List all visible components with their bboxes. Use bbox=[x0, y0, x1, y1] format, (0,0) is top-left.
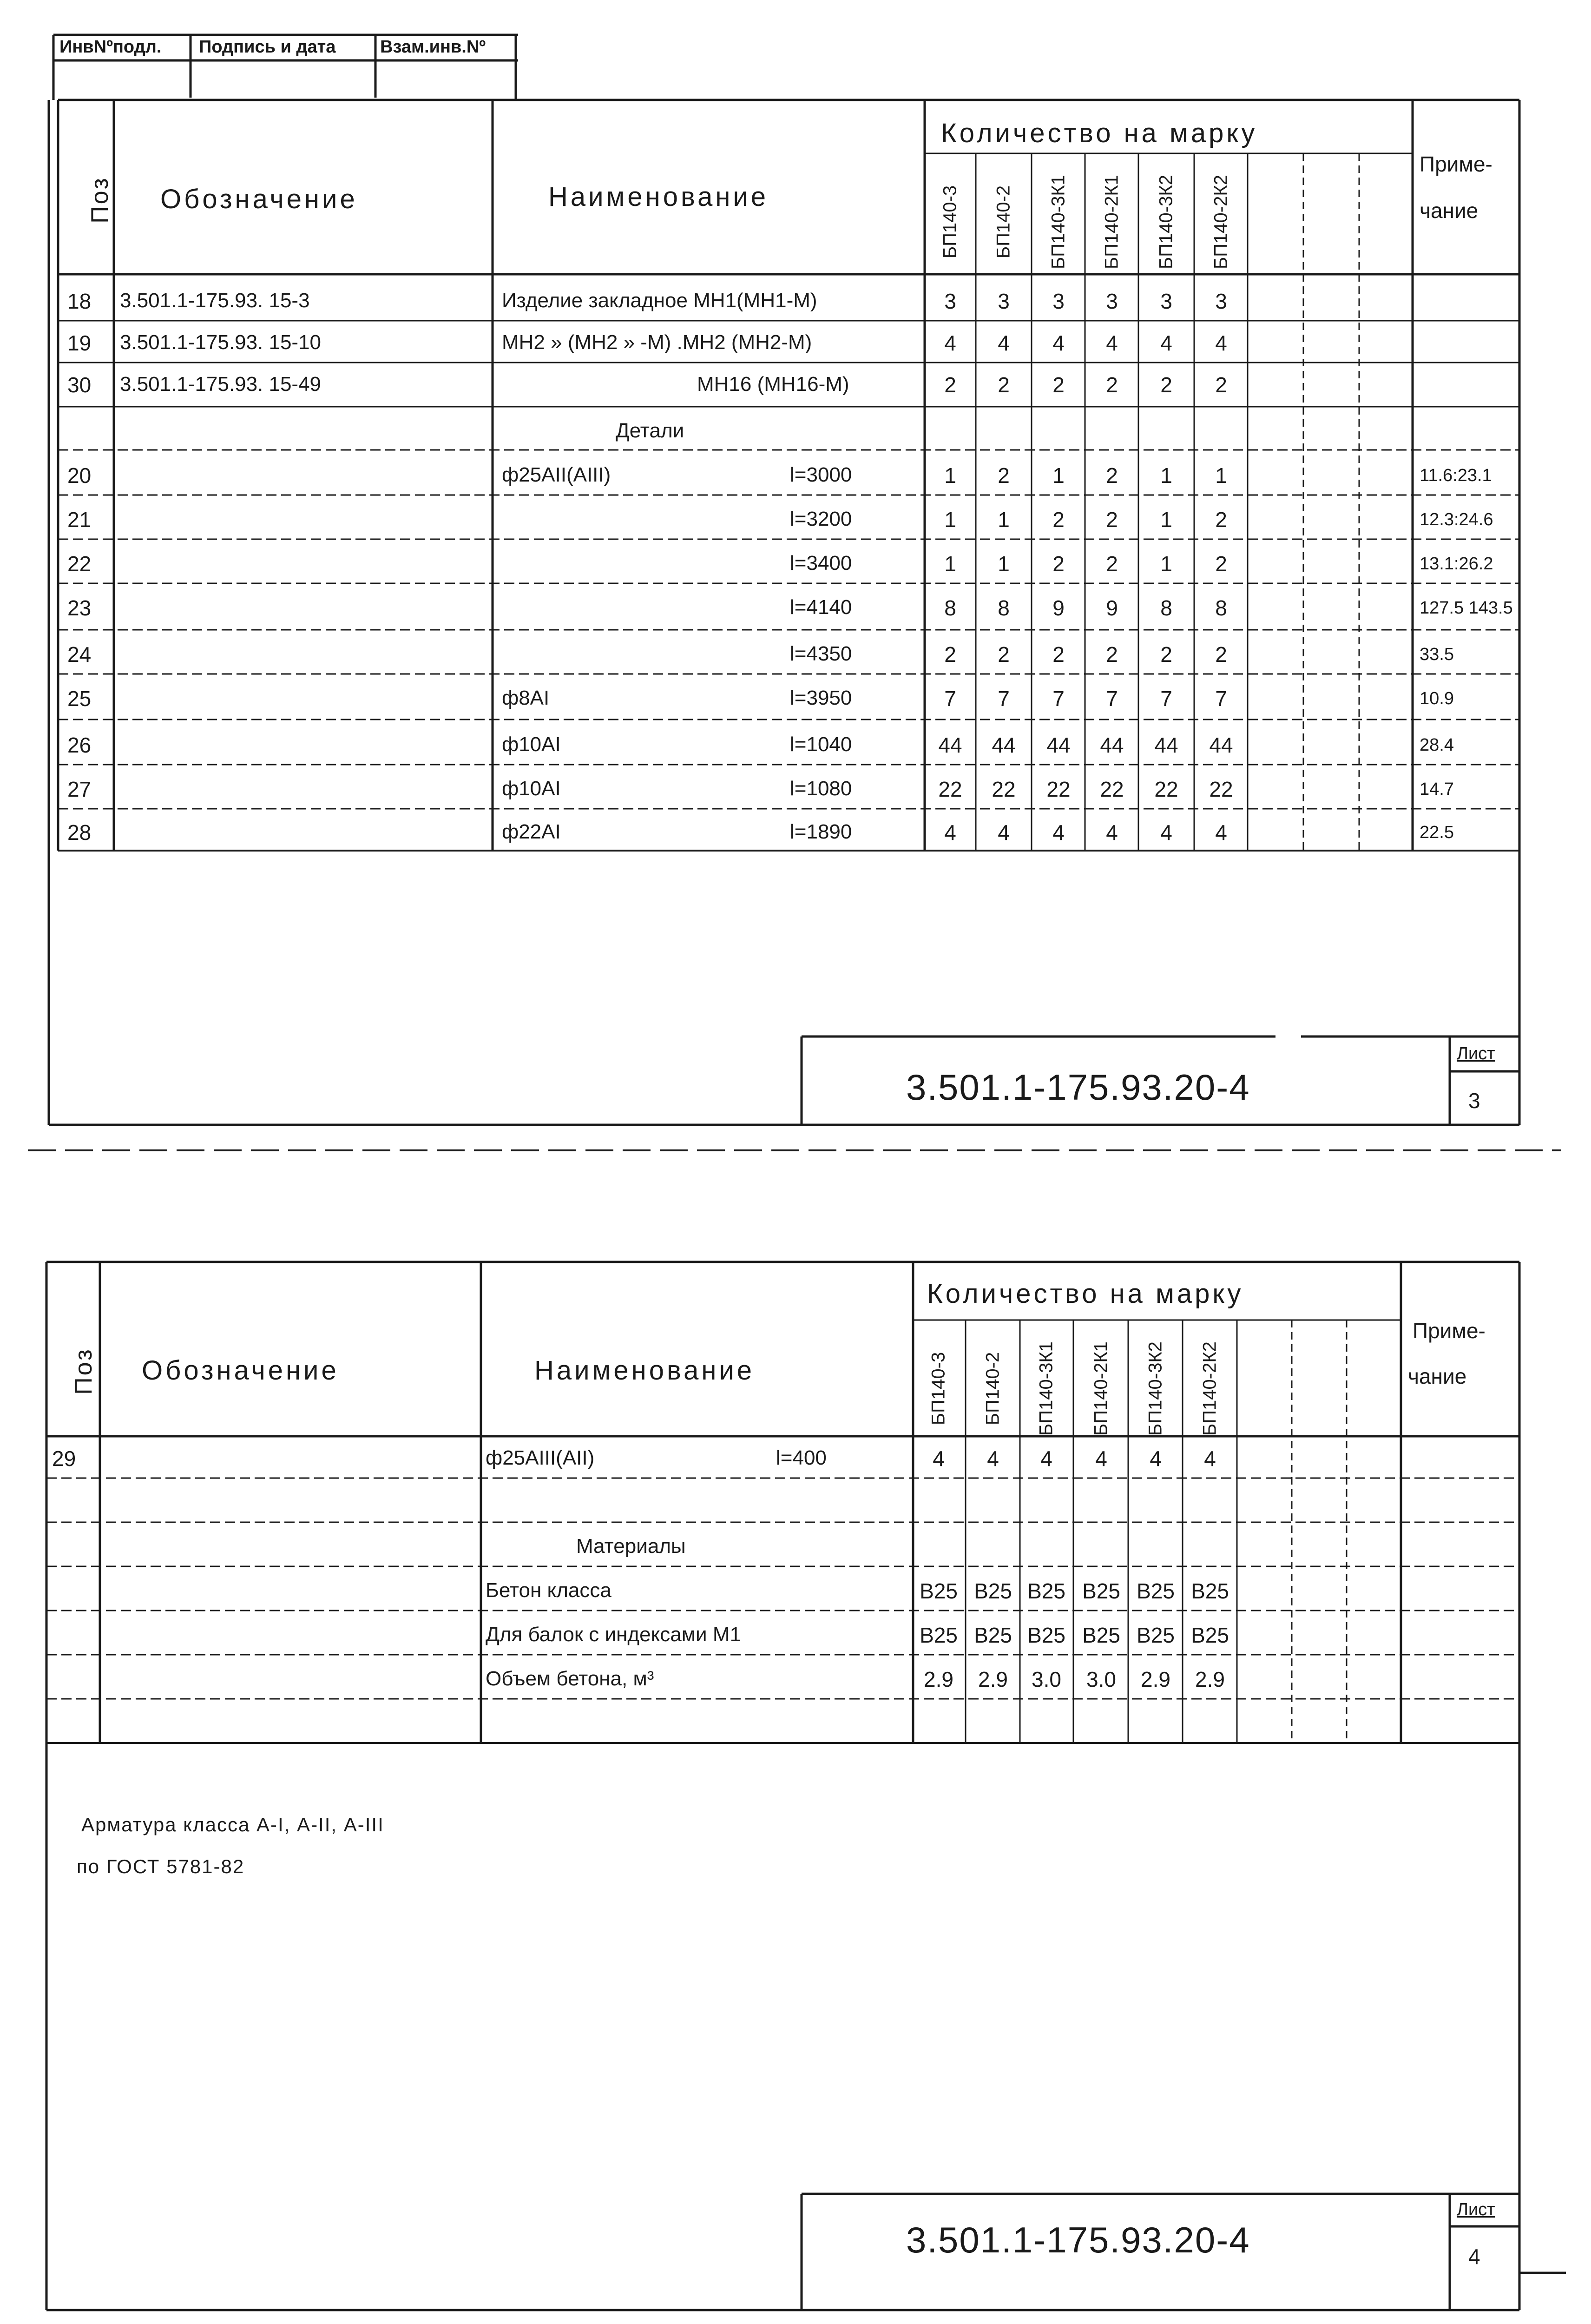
row-quantity: В25 bbox=[920, 1623, 958, 1647]
stamp-replaced-inv-no: Взам.инв.Nº bbox=[380, 37, 486, 57]
row-quantity: 8 bbox=[998, 596, 1010, 620]
row-quantity: 1 bbox=[944, 508, 956, 532]
header-note-line1: Приме- bbox=[1413, 1319, 1486, 1343]
row-quantity: 2.9 bbox=[1141, 1667, 1170, 1691]
footnote-line2: по ГОСТ 5781-82 bbox=[77, 1855, 245, 1877]
row-length: l=1040 bbox=[790, 733, 852, 756]
row-quantity: 2.9 bbox=[978, 1667, 1008, 1691]
row-designation: 3.501.1-175.93. 15-10 bbox=[120, 331, 322, 354]
row-quantity: 44 bbox=[1209, 733, 1233, 757]
header-quantity: Количество на марку bbox=[927, 1279, 1244, 1309]
row-quantity: 1 bbox=[944, 463, 956, 488]
row-quantity: 22 bbox=[938, 777, 962, 801]
row-quantity: 22 bbox=[1154, 777, 1178, 801]
row-length: l=3400 bbox=[790, 552, 852, 574]
row-quantity: 2 bbox=[1052, 508, 1065, 532]
mark-header: БП140-3 bbox=[940, 185, 960, 259]
mark-header: БП140-2К1 bbox=[1101, 175, 1122, 269]
mark-header: БП140-2 bbox=[993, 185, 1014, 259]
row-quantity: 7 bbox=[1215, 687, 1227, 711]
row-name: ф25АIII(АII) bbox=[486, 1446, 595, 1469]
row-quantity: В25 bbox=[974, 1623, 1012, 1647]
row-quantity: 2.9 bbox=[1195, 1667, 1225, 1691]
footnote-line1: Арматура класса А-I, А-II, А-III bbox=[81, 1814, 384, 1835]
mark-header: БП140-3К1 bbox=[1048, 175, 1069, 269]
mark-header: БП140-2К2 bbox=[1199, 1341, 1220, 1436]
row-quantity: 2 bbox=[1052, 642, 1065, 667]
row-quantity: 7 bbox=[1106, 687, 1118, 711]
row-name: ф25АII(АIII) bbox=[502, 463, 611, 486]
row-length: l=400 bbox=[776, 1446, 827, 1469]
row-quantity: 4 bbox=[1150, 1446, 1162, 1471]
row-quantity: 3.0 bbox=[1032, 1667, 1061, 1691]
row-quantity: В25 bbox=[1027, 1623, 1065, 1647]
row-quantity: 3.0 bbox=[1086, 1667, 1116, 1691]
row-note: 22.5 bbox=[1420, 823, 1454, 842]
row-quantity: 1 bbox=[1160, 508, 1172, 532]
row-quantity: 2 bbox=[1160, 373, 1172, 397]
row-quantity: 1 bbox=[944, 552, 956, 576]
row-name: Объем бетона, м³ bbox=[486, 1667, 654, 1690]
row-quantity: В25 bbox=[920, 1579, 958, 1603]
row-name: ф10АI bbox=[502, 777, 561, 800]
row-length: l=1890 bbox=[790, 820, 852, 843]
row-quantity: 7 bbox=[944, 687, 956, 711]
row-quantity: В25 bbox=[1027, 1579, 1065, 1603]
row-quantity: 7 bbox=[1052, 687, 1065, 711]
row-quantity: 3 bbox=[1215, 289, 1227, 313]
row-note: 11.6:23.1 bbox=[1420, 466, 1492, 485]
row-quantity: 22 bbox=[992, 777, 1016, 801]
row-length: l=3950 bbox=[790, 687, 852, 709]
row-length: l=4140 bbox=[790, 596, 852, 619]
row-quantity: 2 bbox=[998, 642, 1010, 667]
row-note: 127.5 143.5 bbox=[1420, 598, 1513, 618]
row-quantity: 4 bbox=[944, 820, 956, 845]
row-note: 12.3:24.6 bbox=[1420, 510, 1493, 529]
row-pos: 27 bbox=[67, 777, 92, 801]
row-name: ф8АI bbox=[502, 687, 550, 709]
row-quantity: 3 bbox=[944, 289, 956, 313]
row-quantity: 2 bbox=[1215, 373, 1227, 397]
sheet-number: 3 bbox=[1468, 1089, 1480, 1113]
header-note-line2: чание bbox=[1420, 198, 1479, 223]
row-length: l=3000 bbox=[790, 463, 852, 486]
row-quantity: 9 bbox=[1052, 596, 1065, 620]
row-quantity: В25 bbox=[1137, 1623, 1175, 1647]
row-length: l=3200 bbox=[790, 508, 852, 530]
row-pos: 20 bbox=[67, 463, 92, 488]
row-quantity: 44 bbox=[938, 733, 962, 757]
row-quantity: В25 bbox=[974, 1579, 1012, 1603]
row-quantity: 8 bbox=[1215, 596, 1227, 620]
mark-header: БП140-2 bbox=[982, 1352, 1003, 1426]
row-name: ф10АI bbox=[502, 733, 561, 756]
row-quantity: 2 bbox=[998, 463, 1010, 488]
row-pos: 25 bbox=[67, 687, 92, 711]
header-quantity: Количество на марку bbox=[941, 118, 1258, 148]
row-quantity: 8 bbox=[1160, 596, 1172, 620]
document-code: 3.501.1-175.93.20-4 bbox=[906, 2219, 1250, 2260]
stamp-signature-date: Подпись и дата bbox=[199, 37, 336, 57]
row-quantity: В25 bbox=[1082, 1579, 1120, 1603]
row-quantity: 4 bbox=[933, 1446, 945, 1471]
row-length: l=1080 bbox=[790, 777, 852, 800]
row-name: МН16 (МН16-М) bbox=[697, 373, 849, 396]
row-quantity: 2 bbox=[1106, 552, 1118, 576]
sheet-number: 4 bbox=[1468, 2245, 1480, 2269]
row-quantity: 44 bbox=[1100, 733, 1124, 757]
row-quantity: 3 bbox=[1052, 289, 1065, 313]
row-pos: 18 bbox=[67, 289, 92, 313]
mark-header: БП140-3К2 bbox=[1145, 1341, 1166, 1436]
sheet-4-grid bbox=[0, 1208, 1591, 2324]
mark-header: БП140-3 bbox=[928, 1352, 949, 1426]
row-quantity: 4 bbox=[1215, 331, 1227, 355]
row-quantity: 3 bbox=[1106, 289, 1118, 313]
row-quantity: 22 bbox=[1046, 777, 1071, 801]
row-pos: 28 bbox=[67, 820, 92, 845]
row-quantity: 2.9 bbox=[924, 1667, 953, 1691]
row-name: Материалы bbox=[576, 1535, 686, 1558]
row-quantity: В25 bbox=[1191, 1623, 1229, 1647]
row-quantity: 4 bbox=[1215, 820, 1227, 845]
row-pos: 21 bbox=[67, 508, 92, 532]
row-quantity: 1 bbox=[1052, 463, 1065, 488]
header-designation: Обозначение bbox=[160, 184, 358, 214]
mark-header: БП140-3К1 bbox=[1036, 1341, 1057, 1436]
row-quantity: 4 bbox=[1106, 820, 1118, 845]
row-name: Для балок с индексами М1 bbox=[486, 1623, 741, 1646]
row-quantity: 2 bbox=[1215, 642, 1227, 667]
row-note: 10.9 bbox=[1420, 689, 1454, 708]
row-designation: 3.501.1-175.93. 15-49 bbox=[120, 373, 322, 396]
row-quantity: 4 bbox=[944, 331, 956, 355]
row-quantity: В25 bbox=[1082, 1623, 1120, 1647]
row-note: 28.4 bbox=[1420, 735, 1454, 755]
document-code: 3.501.1-175.93.20-4 bbox=[906, 1067, 1250, 1108]
row-pos: 19 bbox=[67, 331, 92, 355]
row-quantity: 4 bbox=[1040, 1446, 1052, 1471]
row-quantity: 4 bbox=[1160, 820, 1172, 845]
row-quantity: 22 bbox=[1100, 777, 1124, 801]
header-note-line2: чание bbox=[1408, 1364, 1467, 1388]
sheet-4 bbox=[0, 1208, 1591, 2324]
row-quantity: 7 bbox=[1160, 687, 1172, 711]
row-quantity: 2 bbox=[1215, 552, 1227, 576]
row-pos: 23 bbox=[67, 596, 92, 620]
row-quantity: 2 bbox=[1052, 373, 1065, 397]
row-quantity: 2 bbox=[1052, 552, 1065, 576]
row-name: Бетон класса bbox=[486, 1579, 611, 1602]
row-quantity: 2 bbox=[1106, 373, 1118, 397]
row-quantity: 2 bbox=[1106, 642, 1118, 667]
row-quantity: 3 bbox=[1160, 289, 1172, 313]
row-quantity: 3 bbox=[998, 289, 1010, 313]
row-pos: 30 bbox=[67, 373, 92, 397]
row-quantity: 4 bbox=[1052, 820, 1065, 845]
row-quantity: В25 bbox=[1191, 1579, 1229, 1603]
mark-header: БП140-2К1 bbox=[1091, 1341, 1111, 1436]
row-note: 14.7 bbox=[1420, 779, 1454, 799]
row-quantity: 4 bbox=[1160, 331, 1172, 355]
row-quantity: 44 bbox=[992, 733, 1016, 757]
row-quantity: 4 bbox=[998, 820, 1010, 845]
row-length: l=4350 bbox=[790, 642, 852, 665]
row-quantity: 2 bbox=[1215, 508, 1227, 532]
mark-header: БП140-3К2 bbox=[1156, 175, 1177, 269]
row-pos: 29 bbox=[52, 1446, 76, 1471]
row-quantity: 44 bbox=[1046, 733, 1071, 757]
row-name: ф22АI bbox=[502, 820, 561, 843]
row-quantity: 2 bbox=[944, 642, 956, 667]
row-name: МН2 » (МН2 » -М) .МН2 (МН2-М) bbox=[502, 331, 812, 354]
row-quantity: 2 bbox=[944, 373, 956, 397]
row-quantity: 2 bbox=[1106, 508, 1118, 532]
header-pos: Поз bbox=[70, 1347, 97, 1395]
header-name: Наименование bbox=[548, 182, 769, 212]
row-quantity: 1 bbox=[1215, 463, 1227, 488]
row-pos: 22 bbox=[67, 552, 92, 576]
row-name: Изделие закладное МН1(МН1-М) bbox=[502, 289, 817, 312]
row-note: 13.1:26.2 bbox=[1420, 554, 1493, 574]
row-name: Детали bbox=[616, 419, 684, 442]
row-quantity: 1 bbox=[1160, 463, 1172, 488]
row-quantity: 4 bbox=[998, 331, 1010, 355]
row-pos: 26 bbox=[67, 733, 92, 757]
row-quantity: 4 bbox=[1052, 331, 1065, 355]
stamp-inv-no: ИнвNºподл. bbox=[59, 37, 162, 57]
mark-header: БП140-2К2 bbox=[1210, 175, 1231, 269]
row-designation: 3.501.1-175.93. 15-3 bbox=[120, 289, 310, 312]
header-name: Наименование bbox=[534, 1355, 755, 1386]
header-designation: Обозначение bbox=[142, 1355, 339, 1386]
row-quantity: 8 bbox=[944, 596, 956, 620]
row-quantity: 1 bbox=[1160, 552, 1172, 576]
row-quantity: 1 bbox=[998, 508, 1010, 532]
row-quantity: 2 bbox=[1160, 642, 1172, 667]
row-quantity: В25 bbox=[1137, 1579, 1175, 1603]
row-note: 33.5 bbox=[1420, 645, 1454, 664]
row-pos: 24 bbox=[67, 642, 92, 667]
row-quantity: 22 bbox=[1209, 777, 1233, 801]
header-pos: Поз bbox=[86, 176, 113, 224]
row-quantity: 1 bbox=[998, 552, 1010, 576]
row-quantity: 2 bbox=[998, 373, 1010, 397]
row-quantity: 4 bbox=[1204, 1446, 1216, 1471]
header-note-line1: Приме- bbox=[1420, 152, 1492, 176]
row-quantity: 9 bbox=[1106, 596, 1118, 620]
row-quantity: 4 bbox=[1095, 1446, 1107, 1471]
row-quantity: 4 bbox=[1106, 331, 1118, 355]
sheet-label: Лист bbox=[1457, 2200, 1495, 2219]
row-quantity: 7 bbox=[998, 687, 1010, 711]
row-quantity: 44 bbox=[1154, 733, 1178, 757]
sheet-label: Лист bbox=[1457, 1044, 1495, 1063]
row-quantity: 4 bbox=[987, 1446, 999, 1471]
row-quantity: 2 bbox=[1106, 463, 1118, 488]
